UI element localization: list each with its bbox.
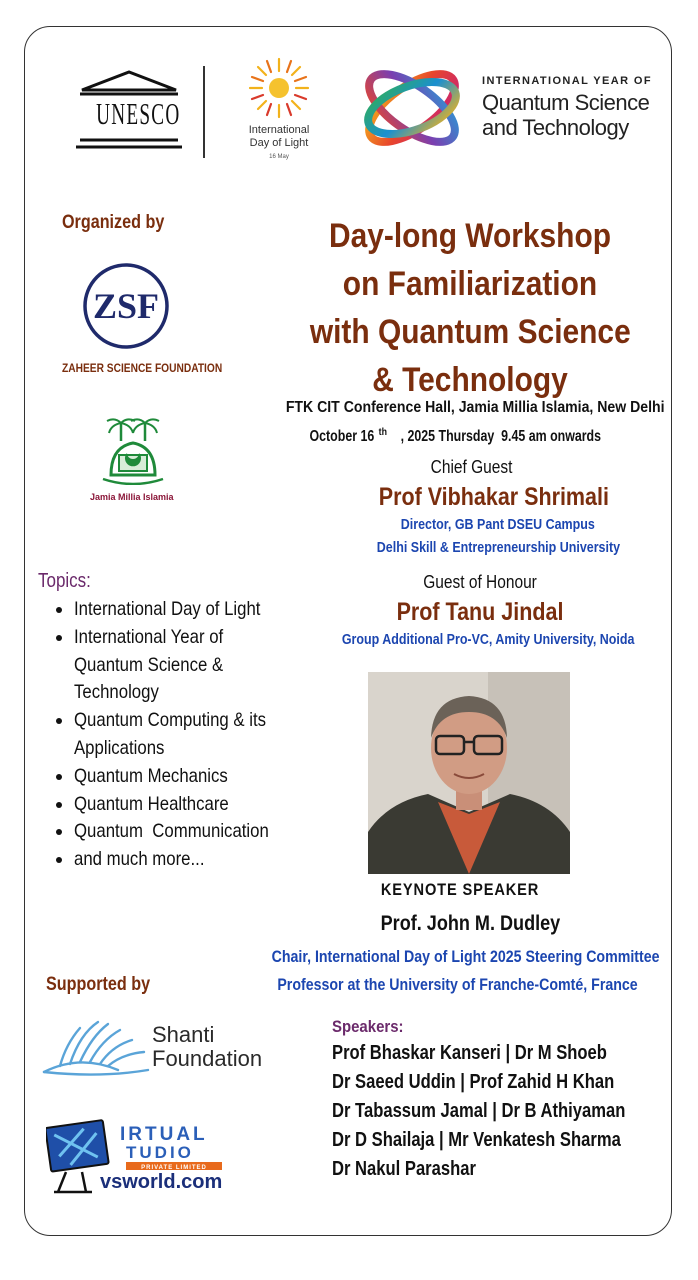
speaker-line: Dr Saeed Uddin | Prof Zahid H Khan [332, 1071, 615, 1093]
vs-wordmark-2: TUDIO [126, 1143, 194, 1162]
title-line: Day-long Workshop [328, 217, 612, 255]
topic-item: • Quantum Computing & its Applications [74, 707, 314, 763]
iyq-text-line2: Quantum Science [482, 90, 650, 115]
guest-of-honour-role: Group Additional Pro-VC, Amity University, Noida [341, 632, 635, 648]
iyq-text-line3: and Technology [482, 115, 629, 140]
venue [260, 399, 665, 417]
chief-guest-label: Chief Guest [431, 457, 513, 477]
idl-date: 16 May [269, 154, 289, 160]
title-line: on Familiarization [342, 265, 598, 303]
zsf-logo [82, 262, 170, 350]
speaker-line: Prof Bhaskar Kanseri | Dr M Shoeb [332, 1042, 607, 1064]
date-sup: th [378, 427, 388, 438]
shanti-text-line1: Shanti [152, 1022, 215, 1047]
keynote-speaker-photo [368, 672, 570, 874]
jmi-emblem-icon [97, 413, 169, 485]
vs-subtitle: PRIVATE LIMITED [141, 1165, 207, 1171]
guest-of-honour-label: Guest of Honour [423, 572, 537, 592]
speaker-line: Dr Nakul Parashar [332, 1158, 476, 1180]
organized-by-label: Organized by [62, 212, 165, 233]
date-suffix: , 2025 Thursday 9.45 am onwards [400, 428, 602, 446]
unesco-wordmark: UNESCO [96, 96, 181, 131]
keynote-speaker-label: KEYNOTE SPEAKER [380, 880, 540, 899]
date-prefix: October 16 [309, 428, 375, 446]
keynote-role-1: Chair, International Day of Light 2025 Steering Committee [271, 948, 660, 966]
chief-guest-role-1: Director, GB Pant DSEU Campus [400, 517, 596, 533]
chief-guest-name: Prof Vibhakar Shrimali [378, 483, 610, 511]
topic-item: • Quantum Communication [74, 818, 314, 846]
topic-list [56, 596, 314, 874]
unesco-logo [76, 70, 182, 152]
header-divider [203, 66, 205, 158]
idl-text-line2: Day of Light [249, 137, 309, 149]
speaker-line: Dr D Shailaja | Mr Venkatesh Sharma [332, 1129, 621, 1151]
title-line: & Technology [372, 361, 568, 399]
idl-text-line1: International [248, 124, 310, 136]
title-line: with Quantum Science [309, 313, 631, 351]
jmi-name: Jamia Millia Islamia [90, 492, 174, 502]
speakers-label: Speakers: [332, 1017, 404, 1036]
workshop-title [288, 212, 652, 404]
topic-item: • Quantum Mechanics [74, 763, 314, 791]
venue-text: FTK CIT Conference Hall, Jamia Millia Islamia, New Delhi [285, 399, 665, 416]
event-date [260, 427, 660, 446]
vs-website: vsworld.com [100, 1171, 223, 1193]
topic-item: • International Year of Quantum Science & Technology [74, 624, 314, 707]
chief-guest-role-2: Delhi Skill & Entrepreneurship University [376, 540, 620, 556]
shanti-text-line2: Foundation [152, 1046, 263, 1071]
supported-by-label: Supported by [46, 974, 151, 995]
virtual-studio-logo [46, 1114, 228, 1196]
guest-of-honour-name: Prof Tanu Jindal [396, 598, 564, 626]
speaker-line: Dr Tabassum Jamal | Dr B Athiyaman [332, 1100, 626, 1122]
sun-icon [248, 57, 310, 119]
topic-item: • Quantum Healthcare [74, 791, 314, 819]
topics-label: Topics: [38, 570, 91, 592]
open-book-icon [40, 1014, 152, 1080]
keynote-speaker-name: Prof. John M. Dudley [380, 912, 560, 935]
keynote-role-2: Professor at the University of Franche-Comté, France [277, 976, 639, 994]
iyq-text-line1: INTERNATIONAL YEAR OF [482, 75, 652, 87]
topic-item: • and much more... [74, 846, 314, 874]
vs-wordmark-1: IRTUAL [120, 1124, 208, 1145]
zsf-name: ZAHEER SCIENCE FOUNDATION [62, 361, 223, 375]
iyq-rings-icon [352, 52, 472, 164]
topic-item: • International Day of Light [74, 596, 314, 624]
zsf-monogram: ZSF [92, 286, 160, 326]
